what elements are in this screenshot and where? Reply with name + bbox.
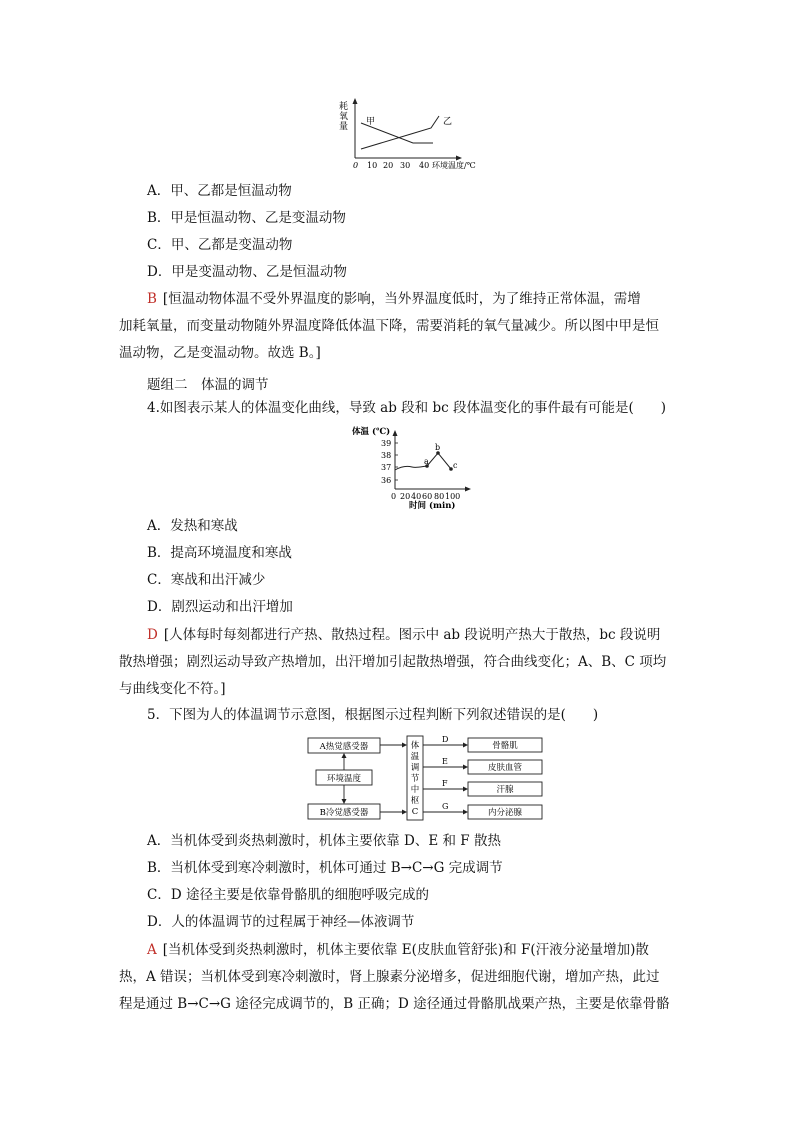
- arrowhead: [402, 743, 407, 748]
- target-label: 皮肤血管: [487, 763, 523, 773]
- center-char: 体: [410, 741, 420, 751]
- target-label: 骨骼肌: [492, 741, 518, 751]
- x-tick: 20: [383, 161, 394, 170]
- q5-option-c: C．D 途径主要是依靠骨骼肌的细胞呼吸完成的: [147, 887, 429, 903]
- x-axis-label: 时间 (min): [409, 501, 456, 511]
- center-char: 调: [410, 763, 420, 773]
- q4-option-a: A．发热和寒战: [147, 518, 238, 534]
- target-label: 内分泌腺: [487, 808, 523, 818]
- x-tick: 0: [353, 161, 359, 170]
- x-axis-arrow: [465, 487, 471, 492]
- y-tick: 38: [381, 451, 392, 460]
- q3-answer-letter: B: [147, 291, 157, 307]
- q3-explanation-line: 加耗氧量，而变量动物随外界温度降低体温下降，需要消耗的氧气量减少。所以图中甲是恒: [119, 318, 659, 334]
- q3-option-b: B．甲是恒温动物、乙是变温动物: [147, 210, 346, 226]
- q3-option-c: C．甲、乙都是变温动物: [147, 237, 293, 253]
- oxygen-consumption-chart: [335, 96, 485, 176]
- x-tick: 30: [400, 161, 411, 170]
- q3-option-a: A．甲、乙都是恒温动物: [147, 183, 292, 199]
- path-e-label: E: [442, 757, 448, 766]
- point-b-label: b: [435, 443, 441, 452]
- q3-option-d: D．甲是变温动物、乙是恒温动物: [147, 264, 347, 280]
- q4-option-c: C．寒战和出汗减少: [147, 572, 266, 588]
- q5-option-d: D．人的体温调节的过程属于神经—体液调节: [147, 914, 415, 930]
- x-tick: 40: [419, 161, 430, 170]
- center-char: C: [411, 807, 419, 817]
- arrowhead: [402, 810, 407, 815]
- arrowhead: [342, 799, 347, 804]
- x-tick: 20: [400, 492, 411, 501]
- q4-answer-letter: D: [147, 627, 158, 643]
- chart-title: 体温 (℃): [352, 427, 391, 437]
- environment-label: 环境温度: [326, 774, 362, 784]
- q5-answer-letter: A: [147, 942, 157, 958]
- y-tick: 37: [381, 463, 392, 472]
- path-d-label: D: [442, 735, 449, 744]
- q5-explanation-line: 程是通过 B→C→G 途径完成调节的，B 正确；D 途径通过骨骼肌战栗产热，主要是依靠骨骼: [119, 996, 670, 1012]
- path-g-label: G: [442, 802, 449, 811]
- arrowhead: [463, 810, 468, 815]
- q4-option-b: B．提高环境温度和寒战: [147, 545, 292, 561]
- y-axis-arrow: [353, 98, 358, 104]
- arrowhead: [463, 787, 468, 792]
- x-tick: 100: [445, 492, 461, 501]
- center-char: 节: [410, 774, 420, 784]
- q4-option-d: D．剧烈运动和出汗增加: [147, 599, 293, 615]
- x-tick: 0: [391, 492, 397, 501]
- y-tick: 36: [381, 476, 392, 485]
- series-yi-label: 乙: [443, 117, 453, 127]
- q3-explanation-line: B [恒温动物体温不受外界温度的影响，当外界温度低时，为了维持正常体温，需增: [147, 291, 641, 307]
- x-tick: 40: [411, 492, 422, 501]
- point-a-label: a: [424, 457, 429, 466]
- y-axis-arrow: [393, 430, 398, 436]
- hot-receptor-label: A热觉感受器: [319, 742, 369, 752]
- center-char: 温: [410, 752, 420, 762]
- q4-stem: 4.如图表示某人的体温变化曲线，导致 ab 段和 bc 段体温变化的事件最有可能是( ): [147, 400, 666, 416]
- arrowhead: [342, 753, 347, 758]
- x-axis-label: 环境温度/℃: [432, 161, 476, 170]
- x-tick: 10: [367, 161, 378, 170]
- y-label-char: 量: [339, 122, 349, 132]
- arrowhead: [463, 765, 468, 770]
- x-axis-arrow: [456, 156, 462, 161]
- y-tick: 39: [381, 439, 392, 448]
- q5-option-b: B．当机体受到寒冷刺激时，机体可通过 B→C→G 完成调节: [147, 860, 503, 876]
- y-label-char: 耗: [339, 102, 349, 112]
- q4-explanation-line: 散热增强；剧烈运动导致产热增加，出汗增加引起散热增强，符合曲线变化；A、B、C 项均: [119, 654, 667, 670]
- q4-explanation-line: D [人体每时每刻都进行产热、散热过程。图示中 ab 段说明产热大于散热，bc 段说明: [147, 627, 661, 643]
- q4-explanation-line: 与曲线变化不符。]: [119, 681, 226, 697]
- q3-explanation-line: 温动物，乙是变温动物。故选 B。]: [119, 345, 321, 361]
- section-title: 题组二 体温的调节: [147, 377, 269, 393]
- center-char: 中: [410, 785, 420, 795]
- series-jia-label: 甲: [366, 117, 376, 127]
- target-label: 汗腺: [496, 785, 514, 795]
- thermoregulation-diagram: [306, 734, 546, 824]
- cold-receptor-label: B冷觉感受器: [319, 808, 369, 818]
- q5-option-a: A．当机体受到炎热刺激时，机体主要依靠 D、E 和 F 散热: [147, 833, 501, 849]
- center-char: 枢: [410, 796, 420, 806]
- q5-stem: 5．下图为人的体温调节示意图，根据图示过程判断下列叙述错误的是( ): [147, 707, 599, 723]
- body-temperature-chart: [350, 422, 480, 512]
- q5-explanation-line: 热，A 错误；当机体受到寒冷刺激时，肾上腺素分泌增多，促进细胞代谢，增加产热，此过: [119, 969, 660, 985]
- y-label-char: 氧: [339, 112, 349, 122]
- x-tick: 80: [434, 492, 445, 501]
- temperature-curve: [395, 453, 451, 470]
- arrowhead: [463, 743, 468, 748]
- point-c-label: c: [453, 461, 458, 470]
- x-tick: 60: [422, 492, 433, 501]
- path-f-label: F: [442, 779, 448, 788]
- q5-explanation-line: A [当机体受到炎热刺激时，机体主要依靠 E(皮肤血管舒张)和 F(汗液分泌量增加)散: [147, 942, 649, 958]
